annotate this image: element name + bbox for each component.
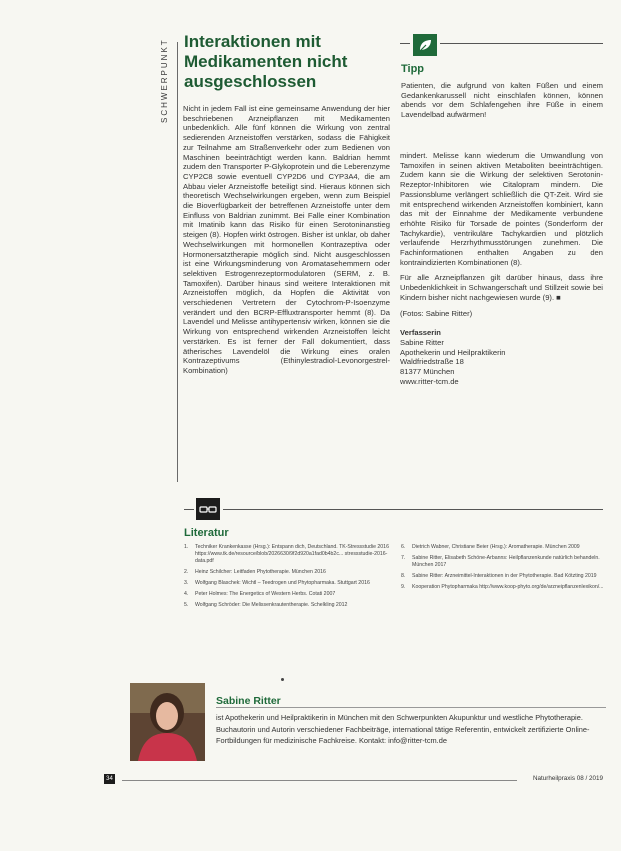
reference-item: 3. Wolfgang Blaschek: Wichtl – Teedrogen und Phytopharmaka. Stuttgart 2016: [184, 580, 370, 586]
author-contact-heading: Verfasserin: [400, 328, 441, 338]
section-label: SCHWERPUNKT: [160, 38, 169, 123]
author-contact-line: 81377 München: [400, 367, 455, 377]
article-column-2: [400, 151, 603, 386]
literature-list-right: [401, 544, 606, 595]
tip-rule-right: [440, 43, 603, 44]
author-name: Sabine Ritter: [216, 695, 281, 707]
author-contact-line: Apothekerin und Heilpraktikerin: [400, 347, 506, 357]
paragraph: Nicht in jedem Fall ist eine gemeinsame Anwendung der hier beschriebenen Arzneipflanzen mit Medikamenten unbedenklich. Alle fünf können die Wirkung von zentral sedierenden Arzneistoffen verstärken, sodass die Fähigkeit zur Teilnahme am Straßenverkehr oder zum Bedienen von Maschinen beeinträchtigt werden kann. Baldrian hemmt zudem den Transporter P-Glykoprotein und die Leberenzyme CYP2C8 sowie eventuell CYP2D6 und CYP3A4, die am Abbau vieler Arzneistoffe beteiligt sind. Hieraus können sich theoretisch Wechselwirkungen ergeben, wenn zum Beispiel die Bioverfügbarkeit der betreffenen Arzneistoffe unter dem Einfluss von Baldrian zunimmt. Bei Falle einer Kombination mit Imatinib kann das Risiko für einen Serotoninanstieg steigen (8). Hopfen wirkt östrogen. Bisher ist unklar, ob daher Wechselwirkungen mit hormonellen Kontrazeptiva oder Hormonersatztherapie möglich sind. Nicht ausgeschlossen ist eine Wirkungsminderung von Aromatasehemmern oder selektiven Estrogenrezeptormodulatoren (SERM, z. B. Tamoxifen). Darüber hinaus sind weitere Interaktionen mit Arzneistoffen möglich, da Hopfen die Aktivität von verschiedenen Vertretern der Cytochrom-P-Isoenzyme verändert und den BCRP-Effluxtransporter hemmt (8). Da Lavendel und Melisse antihypertensiv wirken, können sie die Wirkung von entsprechend wirkenden Arzneistoffen leicht verstärken. Es ist ferner der Fall dokumentiert, dass ätherisches Lavendelöl die Wirkung eines oralen Kontrazeptivums (Ethinylestradiol-Levonorgestrel-Kombination): [183, 104, 390, 375]
tip-title: Tipp: [401, 63, 425, 75]
author-divider: [216, 707, 606, 708]
paragraph: Für alle Arzneipflanzen gilt darüber hinaus, dass ihre Unbedenklichkeit in Schwangerschaft und Stillzeit sowie bei Kindern bisher nicht nachgewiesen wurde (9). ■: [400, 273, 603, 302]
literature-list-left: [184, 544, 389, 613]
article-title: Interaktionen mit Medikamenten nicht ausgeschlossen: [184, 32, 348, 91]
reference-item: 8. Sabine Ritter: Arzneimittel-Interaktionen in der Phytotherapie. Bad Kötzting 2019: [401, 573, 597, 579]
page-number: 34: [104, 774, 115, 784]
photo-credit: (Fotos: Sabine Ritter): [400, 308, 473, 318]
reference-item: 6. Dietrich Wabner, Christiane Beier (Hrsg.): Aromatherapie. München 2009: [401, 544, 580, 550]
literature-rule-right: [223, 509, 603, 510]
reference-item: 7. Sabine Ritter, Elisabeth Schöne-Arbanns: Heilpflanzenkunde natürlich behandeln. München 2017: [401, 555, 600, 568]
footer-rule: [122, 780, 517, 781]
separator-dot: [281, 678, 284, 681]
footer-publication: Naturheilpraxis 08 / 2019: [532, 775, 603, 782]
leaf-icon: [413, 34, 437, 56]
author-contact: [400, 328, 603, 386]
reference-item: 5. Wolfgang Schröder: Die Melissenkrautentherapie. Schelkling 2012: [184, 602, 348, 608]
author-bio: ist Apothekerin und Heilpraktikerin in München mit den Schwerpunkten Akupunktur und westliche Phytotherapie. Buchautorin und Autorin verschiedener Fachbeiträge, international tätige Referentin, entwickelt zertifizierte Online-Fortbildungen für medizinische Fachkreise. Kontakt: info@ritter-tcm.de: [216, 713, 590, 745]
author-website-link[interactable]: www.ritter-tcm.de: [400, 376, 459, 386]
reference-item: 4. Peter Holmes: The Energetics of Western Herbs. Cotati 2007: [184, 591, 336, 597]
glasses-icon: [196, 498, 220, 520]
paragraph: mindert. Melisse kann wiederum die Umwandlung von Tamoxifen in seinen aktiven Metaboliten beeinträchtigen. Zudem kann sie die Wirkung der selektiven Serotonin-Rezeptor-Inhibitoren wie Citalopram mindern. Die Passionsblume verlängert schließlich die QT-Zeit. Wird sie mit entsprechend wirkenden Arzneistoffen kombiniert, kann das mit der Einnahme der Medikamente verbundene erhöhte Risiko für Torsade de pointes (Sonderform der Tachykardie), ventrikuläre Tachykardien und plötzlich verlaufende Herzrhythmusstörungen zunehmen. Die Fachinformationen enthalten Angaben zu den kontraindizierten Kombinationen (8).: [400, 151, 603, 267]
reference-item: 9. Kooperation Phytopharmaka http://www.koop-phyto.org/de/arzneipflanzenlexikon/...: [401, 584, 604, 590]
reference-item: 1. Techniker Krankenkasse (Hrsg.): Entspann dich, Deutschland. TK-Stressstudie 2016 https://www.tk.de/resource/blob/2026630/9f2d920a1fad0b4b2c... stressstudie-2016-data.pdf: [184, 544, 389, 564]
tip-text: Patienten, die aufgrund von kalten Füßen und einem Gedankenkarussell nicht einschlafen können, können abends vor dem Schlafengehen ihre Füße in einem Lavendelbad aufwärmen!: [401, 81, 603, 120]
author-contact-line: Sabine Ritter: [400, 337, 444, 347]
author-photo: [130, 683, 205, 761]
column-divider: [177, 42, 178, 482]
author-contact-line: Waldfriedstraße 18: [400, 357, 464, 367]
literature-title: Literatur: [184, 527, 229, 539]
reference-item: 2. Heinz Schilcher: Leitfaden Phytotherapie. München 2016: [184, 569, 326, 575]
article-column-1: [183, 104, 390, 382]
literature-rule-left: [184, 509, 194, 510]
tip-rule-left: [400, 43, 410, 44]
